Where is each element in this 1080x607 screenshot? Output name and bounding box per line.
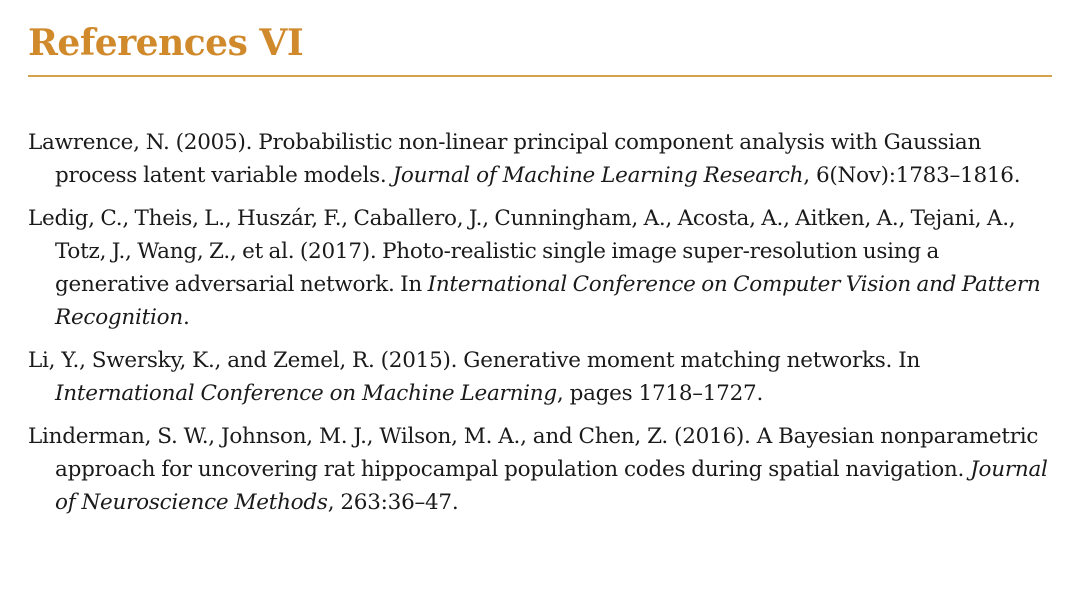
- reference-text: Ledig, C., Theis, L., Huszár, F., Caballero, J., Cunningham, A., Acosta, A., Aitken, A., Tejani, A., Totz, J., Wang, Z., et al. (2017). Photo-realistic single image super-resolution using a generative adversarial network. In: [28, 206, 1016, 297]
- reference-entry: [28, 126, 1053, 192]
- slide-title: References VI: [28, 22, 304, 64]
- reference-list: [28, 126, 1053, 529]
- reference-details: , 263:36–47.: [327, 490, 459, 515]
- reference-venue: Journal of Neuroscience Methods: [55, 457, 1048, 515]
- reference-entry: [28, 344, 1053, 410]
- reference-venue: International Conference on Machine Learning: [55, 381, 557, 406]
- reference-text: Li, Y., Swersky, K., and Zemel, R. (2015). Generative moment matching networks. In: [28, 348, 921, 373]
- reference-details: , pages 1718–1727.: [556, 381, 764, 406]
- reference-text: Linderman, S. W., Johnson, M. J., Wilson, M. A., and Chen, Z. (2016). A Bayesian nonparametric approach for uncovering rat hippocampal population codes during spatial navigation.: [28, 424, 1039, 482]
- title-divider: [28, 75, 1052, 77]
- reference-details: , 6(Nov):1783–1816.: [803, 163, 1021, 188]
- reference-entry: [28, 420, 1053, 519]
- reference-venue: Journal of Machine Learning Research: [392, 163, 804, 188]
- reference-text: Lawrence, N. (2005). Probabilistic non-linear principal component analysis with Gaussian process latent variable models.: [28, 130, 982, 188]
- reference-entry: [28, 202, 1053, 334]
- reference-venue: International Conference on Computer Vision and Pattern Recognition: [55, 272, 1041, 330]
- reference-details: .: [182, 305, 190, 330]
